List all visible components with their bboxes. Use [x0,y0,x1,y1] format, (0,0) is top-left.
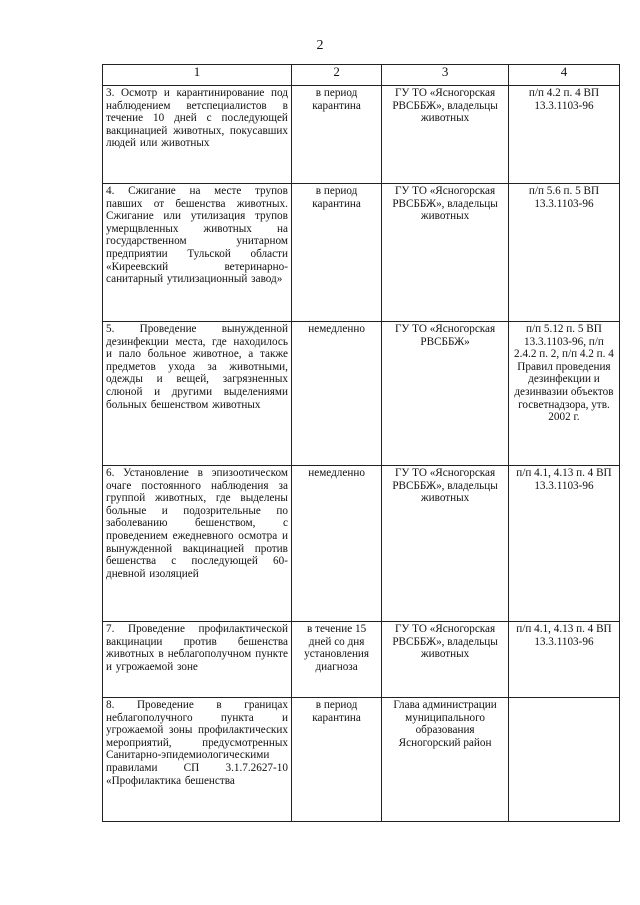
responsible-cell: ГУ ТО «Ясногорская РВСББЖ», владельцы животных [382,184,509,322]
table-row [103,622,620,698]
reference-cell: п/п 5.6 п. 5 ВП 13.3.1103-96 [508,184,619,322]
responsible-cell: ГУ ТО «Ясногорская РВСББЖ», владельцы животных [382,466,509,622]
table-row [103,322,620,466]
responsible-cell: ГУ ТО «Ясногорская РВСББЖ» [382,322,509,466]
reference-cell: п/п 4.1, 4.13 п. 4 ВП 13.3.1103-96 [508,466,619,622]
table-header-row [103,65,620,86]
page-number: 2 [316,38,324,53]
table-row [103,698,620,822]
timing-cell: немедленно [291,322,381,466]
timing-cell: в период карантина [291,86,381,184]
measure-cell: 6. Установление в эпизоотическом очаге постоянного наблюдения за группой животных, где выделены больные и подозрительные по заболеванию бешенством, с проведением ежедневного осмотра и вынужденной вакцинацией против бешенства с последующей 60-дневной изоляцией [103,466,292,622]
measure-cell: 3. Осмотр и карантинирование под наблюдением ветспециалистов в течение 10 дней с последующей вакцинацией животных, покусавших людей или животных [103,86,292,184]
table-row [103,86,620,184]
responsible-cell: ГУ ТО «Ясногорская РВСББЖ», владельцы животных [382,86,509,184]
measure-cell: 7. Проведение профилактической вакцинации против бешенства животных в неблагополучном пункте и угрожаемой зоне [103,622,292,698]
timing-cell: в период карантина [291,184,381,322]
reference-cell: п/п 5.12 п. 5 ВП 13.3.1103-96, п/п 2.4.2 п. 2, п/п 4.2 п. 4 Правил проведения дезинфекции и дезинвазии объектов госветнадзора, утв. 2002 г. [508,322,619,466]
reference-cell: п/п 4.2 п. 4 ВП 13.3.1103-96 [508,86,619,184]
timing-cell: немедленно [291,466,381,622]
column-header-1: 1 [103,65,292,86]
table-row [103,466,620,622]
measure-cell: 4. Сжигание на месте трупов павших от бешенства животных. Сжигание или утилизация трупов умерщвленных животных на государственном унитарном предприятии Тульской области «Киреевский ветеринарно-санитарный утилизационный завод» [103,184,292,322]
reference-cell [508,698,619,822]
responsible-cell: Глава администрации муниципального образования Ясногорский район [382,698,509,822]
column-header-2: 2 [291,65,381,86]
timing-cell: в период карантина [291,698,381,822]
column-header-3: 3 [382,65,509,86]
measure-cell: 5. Проведение вынужденной дезинфекции места, где находилось и пало больное животное, а также предметов ухода за животными, одежды и вещей, загрязненных слюной и другими выделениями больных бешенством животных [103,322,292,466]
measures-table [102,64,620,822]
responsible-cell: ГУ ТО «Ясногорская РВСББЖ», владельцы животных [382,622,509,698]
table-row [103,184,620,322]
column-header-4: 4 [508,65,619,86]
measure-cell: 8. Проведение в границах неблагополучного пункта и угрожаемой зоны профилактических мероприятий, предусмотренных Санитарно-эпидемиологическими правилами СП 3.1.7.2627-10 «Профилактика бешенства [103,698,292,822]
reference-cell: п/п 4.1, 4.13 п. 4 ВП 13.3.1103-96 [508,622,619,698]
timing-cell: в течение 15 дней со дня установления диагноза [291,622,381,698]
